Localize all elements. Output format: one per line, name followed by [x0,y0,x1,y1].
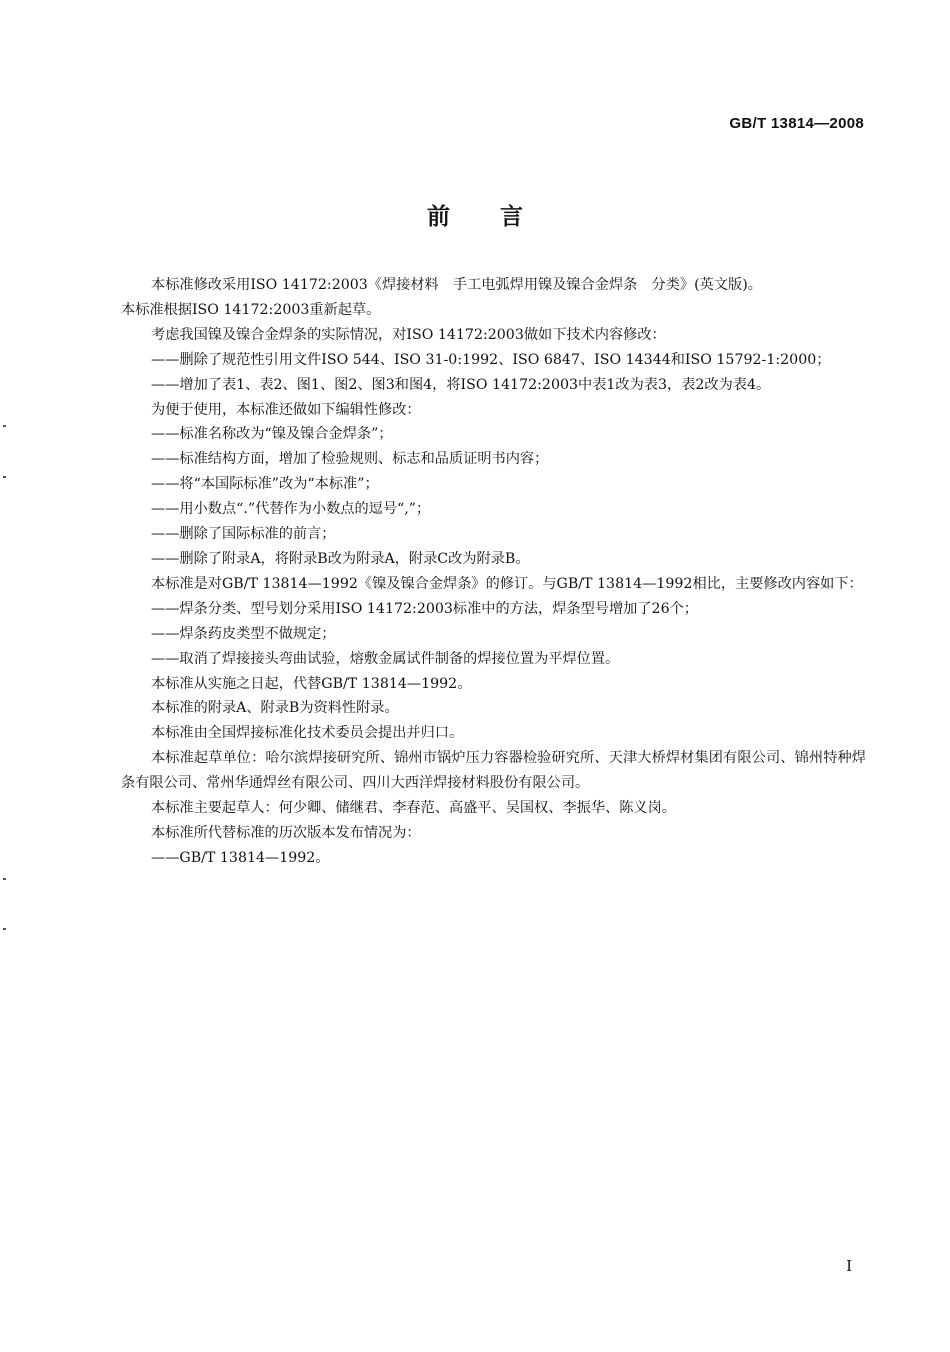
list-item: ——GB/T 13814—1992。 [151,849,330,866]
paragraph: 本标准由全国焊接标准化技术委员会提出并归口。 [151,725,464,742]
paragraph: 本标准根据ISO 14172:2003重新起草。 [121,301,381,318]
list-item: ——删除了规范性引用文件ISO 544、ISO 31-0:1992、ISO 6847、ISO 14344和ISO 15792-1:2000； [151,351,831,368]
page-number: I [846,1257,852,1275]
scan-mark [3,928,6,930]
list-item: ——将“本国际标准”改为“本标准”； [151,476,379,493]
paragraph: 本标准主要起草人：何少卿、储继君、李春范、高盛平、吴国权、李振华、陈义岗。 [151,800,676,817]
list-item: ——删除了附录A，将附录B改为附录A，附录C改为附录B。 [151,550,530,567]
list-item: ——标准结构方面，增加了检验规则、标志和品质证明书内容； [151,451,549,468]
standard-code: GB/T 13814—2008 [729,115,864,132]
list-item: ——增加了表1、表2、图1、图2、图3和图4，将ISO 14172:2003中表1改为表3，表2改为表4。 [151,376,771,393]
list-item: ——取消了焊接接头弯曲试验，熔敷金属试件制备的焊接位置为平焊位置。 [151,650,620,667]
foreword-body [121,273,866,871]
paragraph: 本标准所代替标准的历次版本发布情况为： [151,824,421,841]
paragraph: 考虑我国镍及镍合金焊条的实际情况，对ISO 14172:2003做如下技术内容修改： [151,326,666,343]
scan-mark [3,878,6,880]
paragraph: 本标准是对GB/T 13814—1992《镍及镍合金焊条》的修订。与GB/T 13814—1992相比，主要修改内容如下： [151,575,863,592]
list-item: ——焊条分类、型号划分采用ISO 14172:2003标准中的方法，焊条型号增加了26个； [151,600,698,617]
list-item: ——用小数点“.”代替作为小数点的逗号“,”； [151,501,431,518]
list-item: ——删除了国际标准的前言； [151,526,336,543]
scan-mark [3,425,6,427]
paragraph: 本标准修改采用ISO 14172:2003《焊接材料 手工电弧焊用镍及镍合金焊条 分类》(英文版)。 [151,277,762,293]
paragraph: 为便于使用，本标准还做如下编辑性修改： [151,401,421,418]
paragraph: 本标准的附录A、附录B为资料性附录。 [151,700,399,717]
page-title: 前言 [427,204,573,230]
paragraph: 本标准起草单位：哈尔滨焊接研究所、锦州市锅炉压力容器检验研究所、天津大桥焊材集团有限公司、锦州特种焊条有限公司、常州华通焊丝有限公司、四川大西洋焊接材料股份有限公司。 [121,750,866,792]
paragraph: 本标准从实施之日起，代替GB/T 13814—1992。 [151,675,472,692]
list-item: ——焊条药皮类型不做规定； [151,625,336,642]
list-item: ——标准名称改为“镍及镍合金焊条”； [151,426,393,443]
scan-mark [3,476,6,478]
